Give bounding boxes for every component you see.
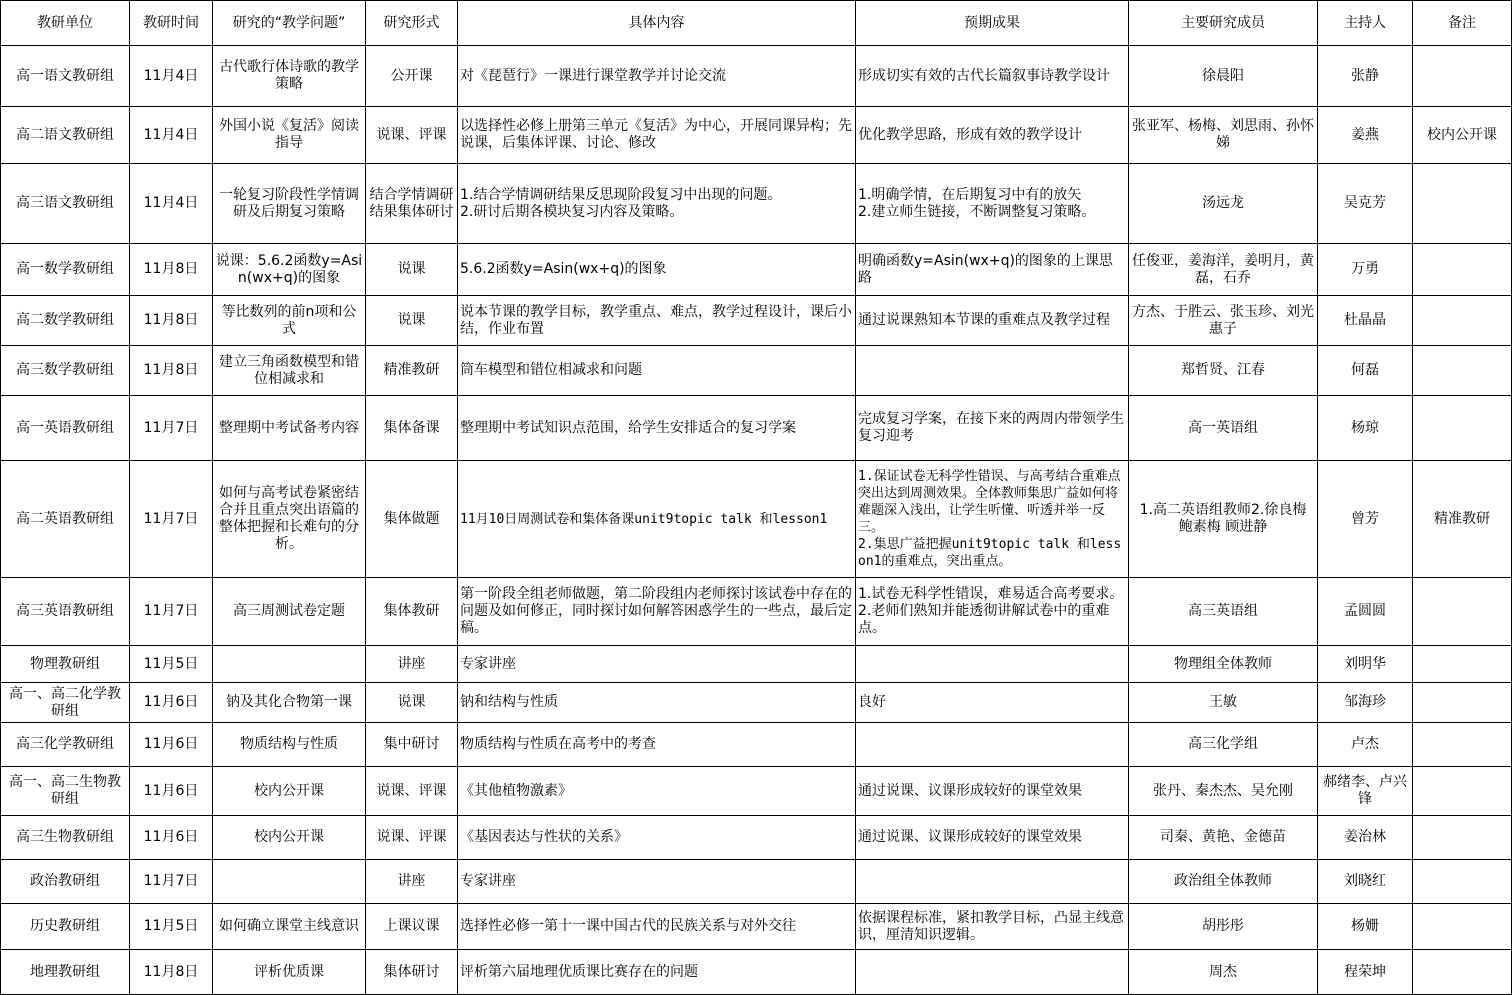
table-row (1, 816, 1512, 860)
cell-time: 11月6日 (130, 723, 213, 767)
cell-note (1413, 683, 1512, 723)
cell-problem: 一轮复习阶段性学情调研及后期复习策略 (213, 164, 366, 244)
cell-note (1413, 646, 1512, 683)
cell-problem: 校内公开课 (213, 816, 366, 860)
cell-outcome: 明确函数y=Asin(wx+q)的图象的上课思路 (856, 244, 1129, 296)
cell-host: 程荣坤 (1318, 950, 1413, 995)
cell-content: 《基因表达与性状的关系》 (458, 816, 856, 860)
table-row (1, 950, 1512, 995)
cell-unit: 物理教研组 (1, 646, 130, 683)
cell-time: 11月7日 (130, 461, 213, 578)
cell-time: 11月8日 (130, 346, 213, 396)
cell-members: 汤远龙 (1129, 164, 1318, 244)
cell-form: 上课议课 (366, 904, 458, 950)
cell-host: 万勇 (1318, 244, 1413, 296)
cell-host: 何磊 (1318, 346, 1413, 396)
cell-form: 集体研讨 (366, 950, 458, 995)
cell-time: 11月7日 (130, 396, 213, 461)
cell-members: 张丹、秦杰杰、吴允刚 (1129, 767, 1318, 816)
cell-time: 11月6日 (130, 816, 213, 860)
cell-content: 专家讲座 (458, 860, 856, 904)
table-row (1, 683, 1512, 723)
table-row (1, 346, 1512, 396)
cell-note: 校内公开课 (1413, 107, 1512, 164)
cell-unit: 历史教研组 (1, 904, 130, 950)
cell-content: 选择性必修一第十一课中国古代的民族关系与对外交往 (458, 904, 856, 950)
cell-form: 集中研讨 (366, 723, 458, 767)
cell-time: 11月4日 (130, 46, 213, 107)
cell-form: 精准教研 (366, 346, 458, 396)
cell-problem: 钠及其化合物第一课 (213, 683, 366, 723)
cell-form: 说课 (366, 683, 458, 723)
cell-note (1413, 46, 1512, 107)
cell-content: 以选择性必修上册第三单元《复活》为中心，开展同课异构；先说课，后集体评课、讨论、修改 (458, 107, 856, 164)
cell-outcome: 形成切实有效的古代长篇叙事诗教学设计 (856, 46, 1129, 107)
cell-members: 司秦、黄艳、金德苗 (1129, 816, 1318, 860)
cell-form: 说课、评课 (366, 816, 458, 860)
cell-form: 说课 (366, 244, 458, 296)
cell-note: 精准教研 (1413, 461, 1512, 578)
cell-form: 说课、评课 (366, 767, 458, 816)
header-problem: 研究的“教学问题” (213, 1, 366, 46)
cell-members: 徐晨阳 (1129, 46, 1318, 107)
cell-form: 结合学情调研结果集体研讨 (366, 164, 458, 244)
cell-outcome: 良好 (856, 683, 1129, 723)
cell-outcome (856, 346, 1129, 396)
cell-form: 讲座 (366, 860, 458, 904)
header-row (1, 1, 1512, 46)
cell-members: 高三英语组 (1129, 578, 1318, 646)
cell-problem: 整理期中考试备考内容 (213, 396, 366, 461)
cell-host: 吴克芳 (1318, 164, 1413, 244)
cell-outcome (856, 950, 1129, 995)
cell-host: 郝绪李、卢兴锋 (1318, 767, 1413, 816)
table-row (1, 904, 1512, 950)
cell-time: 11月8日 (130, 244, 213, 296)
header-members: 主要研究成员 (1129, 1, 1318, 46)
cell-time: 11月4日 (130, 164, 213, 244)
cell-outcome (856, 723, 1129, 767)
cell-note (1413, 296, 1512, 346)
cell-unit: 高一语文教研组 (1, 46, 130, 107)
cell-members: 政治组全体教师 (1129, 860, 1318, 904)
cell-host: 邹海珍 (1318, 683, 1413, 723)
cell-note (1413, 164, 1512, 244)
cell-content: 钠和结构与性质 (458, 683, 856, 723)
cell-outcome: 1.明确学情，在后期复习中有的放矢 2.建立师生链接，不断调整复习策略。 (856, 164, 1129, 244)
cell-note (1413, 816, 1512, 860)
table-row (1, 164, 1512, 244)
cell-time: 11月7日 (130, 860, 213, 904)
cell-members: 王敏 (1129, 683, 1318, 723)
cell-problem: 说课：5.6.2函数y=Asin(wx+q)的图象 (213, 244, 366, 296)
cell-unit: 高三语文教研组 (1, 164, 130, 244)
cell-time: 11月6日 (130, 767, 213, 816)
cell-content: 专家讲座 (458, 646, 856, 683)
cell-outcome: 依据课程标准，紧扣教学目标，凸显主线意识，厘清知识逻辑。 (856, 904, 1129, 950)
cell-unit: 政治教研组 (1, 860, 130, 904)
cell-host: 姜治林 (1318, 816, 1413, 860)
header-note: 备注 (1413, 1, 1512, 46)
table-row (1, 461, 1512, 578)
cell-unit: 高一数学教研组 (1, 244, 130, 296)
cell-form: 集体备课 (366, 396, 458, 461)
cell-unit: 高二数学教研组 (1, 296, 130, 346)
cell-problem: 建立三角函数模型和错位相减求和 (213, 346, 366, 396)
cell-host: 刘晓红 (1318, 860, 1413, 904)
cell-note (1413, 396, 1512, 461)
table-row (1, 860, 1512, 904)
cell-problem: 如何确立课堂主线意识 (213, 904, 366, 950)
cell-unit: 高三英语教研组 (1, 578, 130, 646)
cell-note (1413, 950, 1512, 995)
cell-unit: 高一、高二化学教研组 (1, 683, 130, 723)
cell-time: 11月6日 (130, 683, 213, 723)
cell-outcome: 1.试卷无科学性错误，难易适合高考要求。2.老师们熟知并能透彻讲解试卷中的重难点。 (856, 578, 1129, 646)
cell-host: 杨姗 (1318, 904, 1413, 950)
cell-unit: 高一英语教研组 (1, 396, 130, 461)
cell-members: 高三化学组 (1129, 723, 1318, 767)
cell-outcome: 完成复习学案，在接下来的两周内带领学生复习迎考 (856, 396, 1129, 461)
cell-outcome (856, 860, 1129, 904)
header-outcome: 预期成果 (856, 1, 1129, 46)
cell-note (1413, 346, 1512, 396)
cell-note (1413, 244, 1512, 296)
cell-problem: 等比数列的前n项和公式 (213, 296, 366, 346)
cell-unit: 高二语文教研组 (1, 107, 130, 164)
cell-host: 杜晶晶 (1318, 296, 1413, 346)
cell-time: 11月5日 (130, 904, 213, 950)
cell-outcome: 通过说课熟知本节课的重难点及教学过程 (856, 296, 1129, 346)
cell-host: 卢杰 (1318, 723, 1413, 767)
cell-members: 1.高二英语组教师2.徐良梅 鲍素梅 顾进静 (1129, 461, 1318, 578)
table-row (1, 46, 1512, 107)
cell-problem: 评析优质课 (213, 950, 366, 995)
cell-problem: 外国小说《复活》阅读指导 (213, 107, 366, 164)
cell-time: 11月5日 (130, 646, 213, 683)
cell-host: 杨琼 (1318, 396, 1413, 461)
cell-content: 《其他植物激素》 (458, 767, 856, 816)
header-content: 具体内容 (458, 1, 856, 46)
cell-note (1413, 723, 1512, 767)
cell-content: 对《琵琶行》一课进行课堂教学并讨论交流 (458, 46, 856, 107)
cell-content: 说本节课的教学目标，教学重点、难点，教学过程设计，课后小结，作业布置 (458, 296, 856, 346)
cell-members: 胡彤彤 (1129, 904, 1318, 950)
cell-note (1413, 860, 1512, 904)
cell-form: 集体做题 (366, 461, 458, 578)
cell-content: 筒车模型和错位相减求和问题 (458, 346, 856, 396)
cell-problem (213, 860, 366, 904)
cell-unit: 地理教研组 (1, 950, 130, 995)
cell-note (1413, 578, 1512, 646)
cell-problem: 如何与高考试卷紧密结合并且重点突出语篇的整体把握和长难句的分析。 (213, 461, 366, 578)
cell-content: 整理期中考试知识点范围，给学生安排适合的复习学案 (458, 396, 856, 461)
cell-outcome: 通过说课、议课形成较好的课堂效果 (856, 767, 1129, 816)
cell-time: 11月8日 (130, 296, 213, 346)
table-row (1, 107, 1512, 164)
cell-outcome: 优化教学思路，形成有效的教学设计 (856, 107, 1129, 164)
cell-problem: 校内公开课 (213, 767, 366, 816)
table-row (1, 296, 1512, 346)
cell-time: 11月8日 (130, 950, 213, 995)
header-unit: 教研单位 (1, 1, 130, 46)
cell-form: 公开课 (366, 46, 458, 107)
cell-members: 方杰、于胜云、张玉珍、刘光惠子 (1129, 296, 1318, 346)
header-host: 主持人 (1318, 1, 1413, 46)
cell-unit: 高三数学教研组 (1, 346, 130, 396)
cell-content: 5.6.2函数y=Asin(wx+q)的图象 (458, 244, 856, 296)
cell-members: 郑哲贤、江春 (1129, 346, 1318, 396)
cell-unit: 高一、高二生物教研组 (1, 767, 130, 816)
table-row (1, 396, 1512, 461)
cell-form: 说课 (366, 296, 458, 346)
table-row (1, 578, 1512, 646)
cell-host: 张静 (1318, 46, 1413, 107)
cell-problem (213, 646, 366, 683)
cell-problem: 高三周测试卷定题 (213, 578, 366, 646)
cell-unit: 高三生物教研组 (1, 816, 130, 860)
cell-members: 物理组全体教师 (1129, 646, 1318, 683)
cell-unit: 高三化学教研组 (1, 723, 130, 767)
cell-content: 11月10日周测试卷和集体备课unit9topic talk 和lesson1 (458, 461, 856, 578)
table-row (1, 767, 1512, 816)
cell-content: 1.结合学情调研结果反思现阶段复习中出现的问题。 2.研讨后期各模块复习内容及策略。 (458, 164, 856, 244)
cell-form: 集体教研 (366, 578, 458, 646)
cell-members: 任俊亚，姜海洋，姜明月，黄磊，石乔 (1129, 244, 1318, 296)
cell-content: 评析第六届地理优质课比赛存在的问题 (458, 950, 856, 995)
cell-outcome: 通过说课、议课形成较好的课堂效果 (856, 816, 1129, 860)
cell-content: 第一阶段全组老师做题，第二阶段组内老师探讨该试卷中存在的问题及如何修正，同时探讨如何解答困惑学生的一些点，最后定稿。 (458, 578, 856, 646)
cell-outcome (856, 646, 1129, 683)
cell-host: 姜燕 (1318, 107, 1413, 164)
cell-form: 说课、评课 (366, 107, 458, 164)
cell-members: 周杰 (1129, 950, 1318, 995)
cell-host: 刘明华 (1318, 646, 1413, 683)
cell-host: 曾芳 (1318, 461, 1413, 578)
table-row (1, 723, 1512, 767)
cell-members: 高一英语组 (1129, 396, 1318, 461)
table-row (1, 646, 1512, 683)
cell-members: 张亚军、杨梅、刘思雨、孙怀娣 (1129, 107, 1318, 164)
cell-content: 物质结构与性质在高考中的考查 (458, 723, 856, 767)
header-time: 教研时间 (130, 1, 213, 46)
cell-outcome: 1.保证试卷无科学性错误、与高考结合重难点突出达到周测效果。全体教师集思广益如何将难题深入浅出，让学生听懂、听透并举一反三。 2.集思广益把握unit9topic talk 和lesson1的重难点，突出重点。 (856, 461, 1129, 578)
cell-unit: 高二英语教研组 (1, 461, 130, 578)
cell-note (1413, 767, 1512, 816)
cell-problem: 古代歌行体诗歌的教学策略 (213, 46, 366, 107)
header-form: 研究形式 (366, 1, 458, 46)
cell-time: 11月4日 (130, 107, 213, 164)
cell-note (1413, 904, 1512, 950)
cell-problem: 物质结构与性质 (213, 723, 366, 767)
cell-time: 11月7日 (130, 578, 213, 646)
cell-host: 孟圆圆 (1318, 578, 1413, 646)
table-row (1, 244, 1512, 296)
cell-form: 讲座 (366, 646, 458, 683)
